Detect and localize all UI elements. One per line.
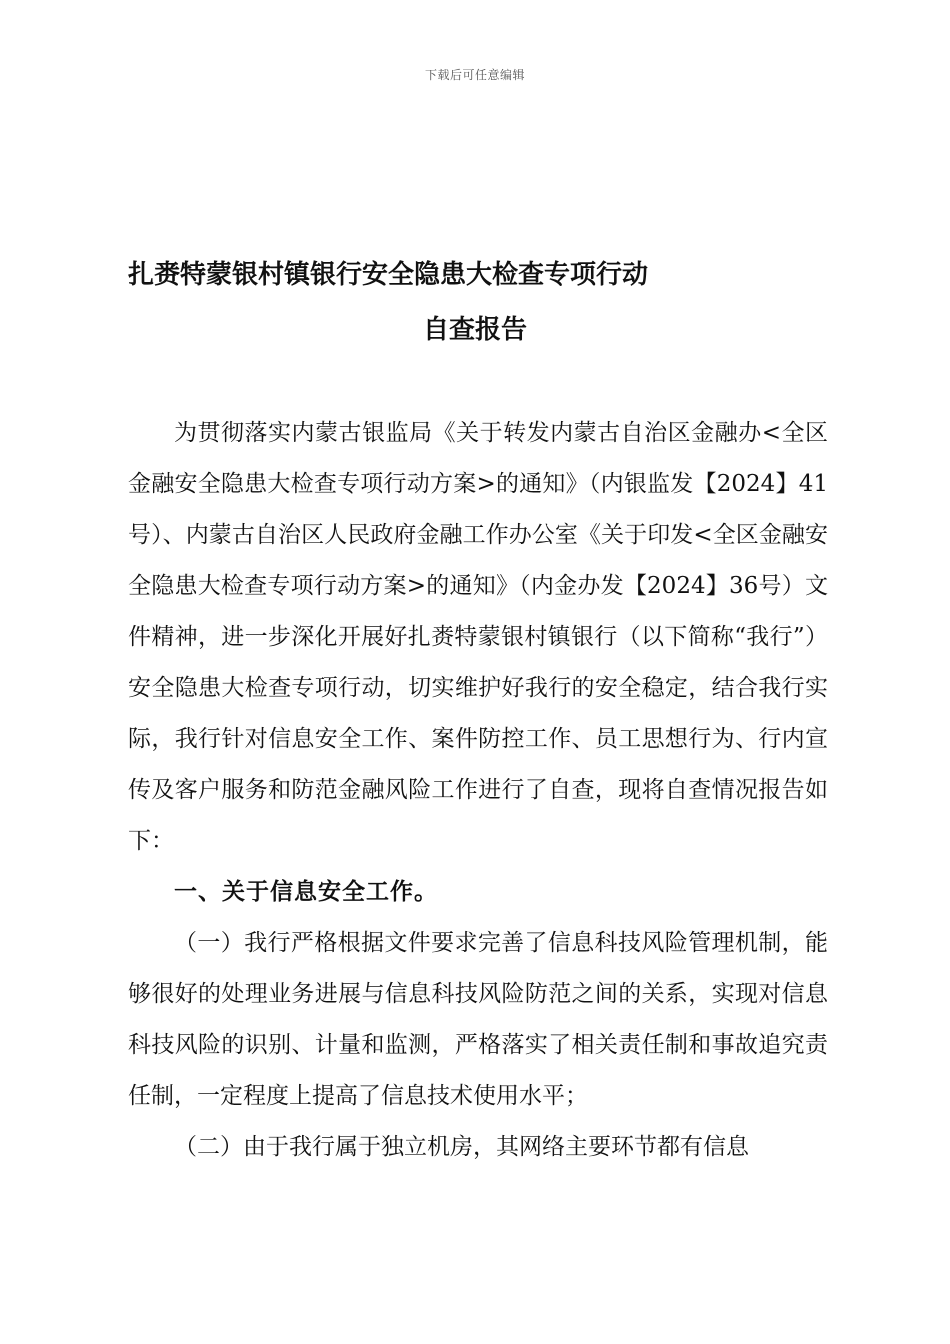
paragraph-item-2: （二）由于我行属于独立机房，其网络主要环节都有信息 — [174, 1134, 749, 1160]
section-heading-information-security: 一、关于信息安全工作。 — [174, 879, 438, 905]
paragraph-intro: 为贯彻落实内蒙古银监局《关于转发内蒙古自治区金融办<全区金融安全隐患大检查专项行动方案>的通知》（内银监发【2024】41号）、内蒙古自治区人民政府金融工作办公室《关于印发<全区金融安全隐患大检查专项行动方案>的通知》（内金办发【2024】36号）文件精神，进一步深化开展好扎赉特蒙银村镇银行（以下简称“我行”）安全隐患大检查专项行动，切实维护好我行的安全稳定，结合我行实际，我行针对信息安全工作、案件防控工作、员工思想行为、行内宣传及客户服务和防范金融风险工作进行了自查，现将自查情况报告如下： — [128, 420, 828, 854]
document-title-line-1: 扎赉特蒙银村镇银行安全隐患大检查专项行动 — [128, 260, 649, 290]
header-note: 下载后可任意编辑 — [424, 68, 525, 82]
document-body — [128, 408, 828, 1173]
document-title-line-2: 自查报告 — [422, 315, 527, 345]
paragraph-item-1: （一）我行严格根据文件要求完善了信息科技风险管理机制，能够很好的处理业务进展与信息科技风险防范之间的关系，实现对信息科技风险的识别、计量和监测，严格落实了相关责任制和事故追究责任制，一定程度上提高了信息技术使用水平； — [128, 930, 828, 1109]
